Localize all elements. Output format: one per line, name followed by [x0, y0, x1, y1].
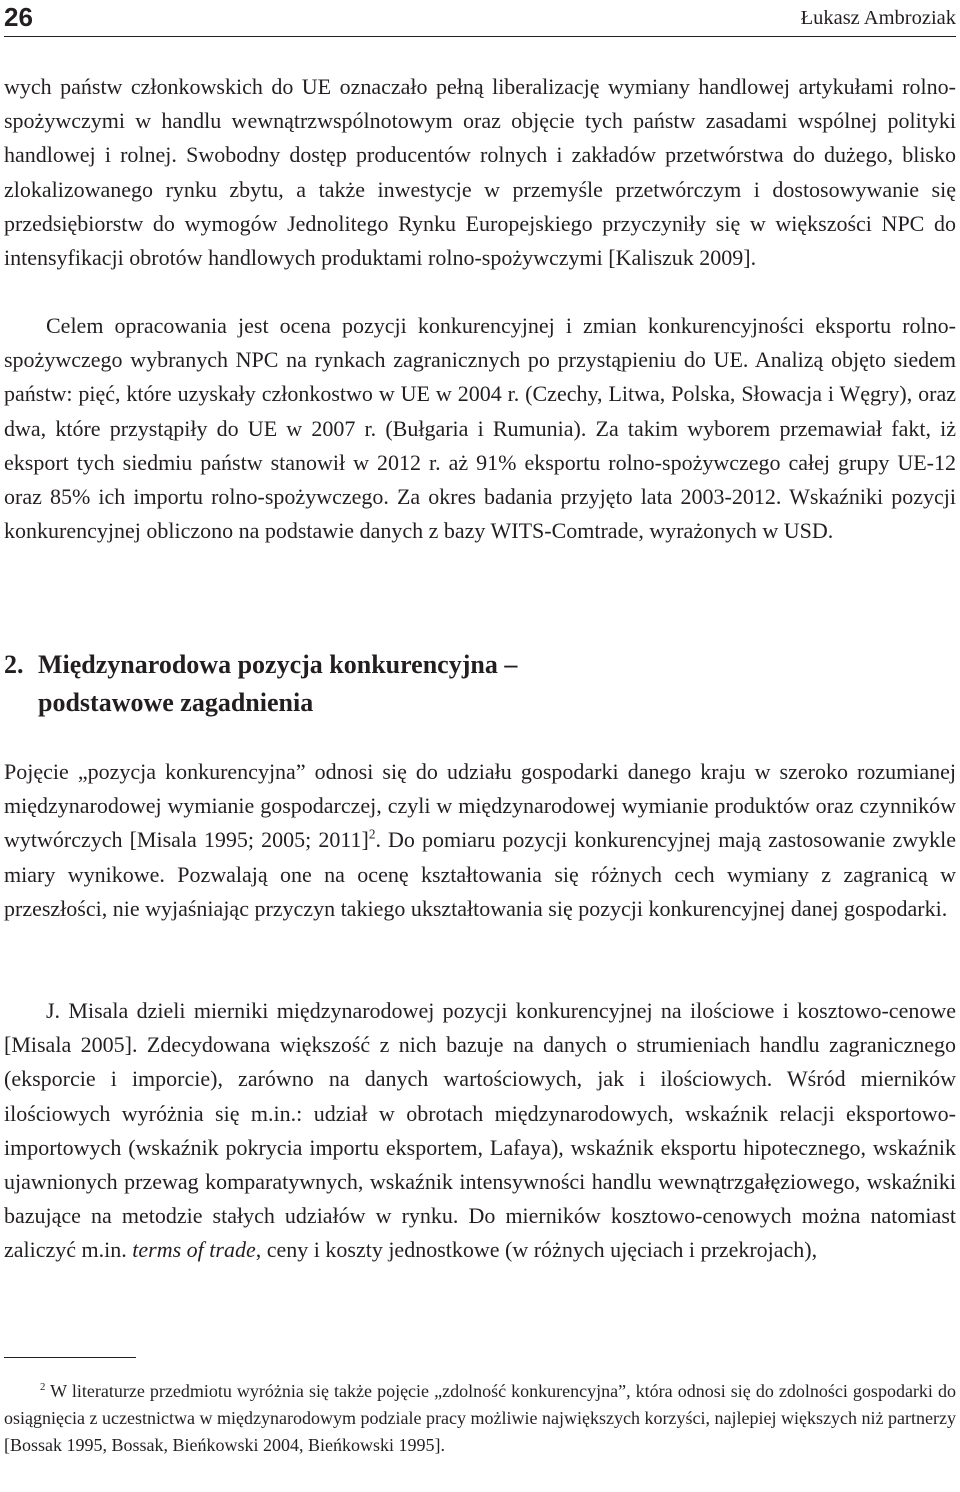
running-header: [4, 0, 956, 37]
section-title-line-1: Międzynarodowa pozycja konkurencyjna –: [38, 650, 518, 679]
body-paragraph-4-text-a: J. Misala dzieli mierniki międzynarodowej pozycji konkurencyjnej na ilościowe i kosztowo-cenowe [Misala 2005]. Zdecydowana większość z nich bazuje na danych o strumieniach handlu zagranicznego (eksporcie i imporcie), zarówno na danych wartościowych, jak i ilościowych. Wśród mierników ilościowych wyróżnia się m.in.: udział w obrotach międzynarodowych, wskaźnik relacji eksportowo-importowych (wskaźnik pokrycia importu eksportem, Lafaya), wskaźnik eksportu hipotecznego, wskaźnik ujawnionych przewag komparatywnych, wskaźnik intensywności handlu wewnątrzgałęziowego, wskaźniki bazujące na metodzie stałych udziałów w rynku. Do mierników kosztowo-cenowych można natomiast zaliczyć m.in.: [4, 998, 956, 1263]
footnote-text: W literaturze przedmiotu wyróżnia się także pojęcie „zdolność konkurencyjna”, która odnosi się do zdolności gospodarki do osiągnięcia z uczestnictwa w międzynarodowym podziale pracy możliwie największych korzyści, najlepiej większych niż partnerzy [Bossak 1995, Bossak, Bieńkowski 2004, Bieńkowski 1995].: [4, 1381, 956, 1455]
section-heading: [4, 646, 956, 722]
body-paragraph-3: [4, 755, 956, 926]
body-paragraph-1: [4, 70, 956, 275]
body-paragraph-3-text-a: Pojęcie „pozycja konkurencyjna” odnosi się do udziału gospodarki danego kraju w szeroko rozumianej międzynarodowej wymianie gospodarczej, czyli w międzynarodowej wymianie produktów oraz czynników wytwórczych [Misala 1995; 2005; 2011]: [4, 759, 956, 853]
body-paragraph-3-text-b: . Do pomiaru pozycji konkurencyjnej mają zastosowanie zwykle miary wynikowe. Pozwalają one na ocenę kształtowania się różnych cech wymiany z zagranicą w przeszłości, nie wyjaśniając przyczyn takiego ukształtowania się pozycji konkurencyjnej danej gospodarki.: [4, 827, 956, 921]
body-paragraph-2: [4, 309, 956, 548]
footnote-number: 2: [40, 1381, 46, 1393]
body-paragraph-2-text: Celem opracowania jest ocena pozycji konkurencyjnej i zmian konkurencyjności eksportu rolno-spożywczego wybranych NPC na rynkach zagranicznych po przystąpieniu do UE. Analizą objęto siedem państw: pięć, które uzyskały członkostwo w UE w 2004 r. (Czechy, Litwa, Polska, Słowacja i Węgry), oraz dwa, które przystąpiły do UE w 2007 r. (Bułgaria i Rumunia). Za takim wyborem przemawiał fakt, iż eksport tych siedmiu państw stanowił w 2012 r. aż 91% eksportu rolno-spożywczego całej grupy UE-12 oraz 85% ich importu rolno-spożywczego. Za okres badania przyjęto lata 2003-2012. Wskaźniki pozycji konkurencyjnej obliczono na podstawie danych z bazy WITS-Comtrade, wyrażonych w USD.: [4, 313, 956, 544]
footnote-divider: [4, 1357, 136, 1358]
footnote: [4, 1378, 956, 1459]
section-title-line-2: podstawowe zagadnienia: [38, 688, 314, 717]
body-paragraph-4-text-b: , ceny i koszty jednostkowe (w różnych ujęciach i przekrojach),: [255, 1237, 818, 1263]
page-number: 26: [4, 2, 33, 32]
body-paragraph-4: [4, 994, 956, 1268]
body-paragraph-1-text: wych państw członkowskich do UE oznaczało pełną liberalizację wymiany handlowej artykułami rolno-spożywczymi w handlu wewnątrzwspólnotowym oraz objęcie tych państw zasadami wspólnej polityki handlowej i rolnej. Swobodny dostęp producentów rolnych i zakładów przetwórstwa do dużego, blisko zlokalizowanego rynku zbytu, a także inwestycje w przemyśle przetwórczym i dostosowywanie się przedsiębiorstw do wymogów Jednolitego Rynku Europejskiego przyczyniły się w większości NPC do intensyfikacji obrotów handlowych produktami rolno-spożywczymi [Kaliszuk 2009].: [4, 74, 956, 271]
running-header-author: Łukasz Ambroziak: [800, 7, 956, 29]
section-number: 2.: [4, 650, 24, 679]
italic-term: terms of trade: [132, 1237, 256, 1263]
footnote-reference[interactable]: 2: [368, 827, 376, 843]
